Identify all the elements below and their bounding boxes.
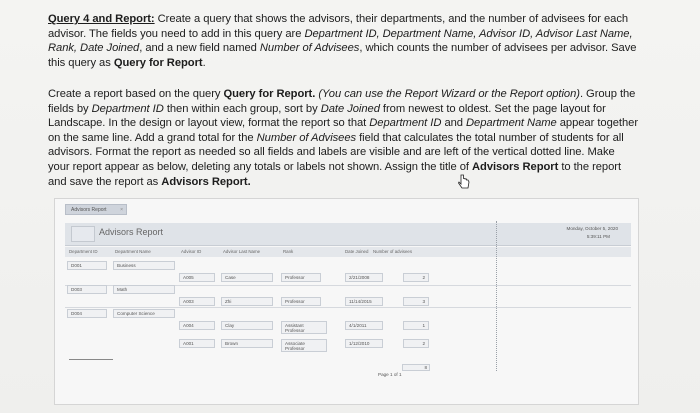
col-header-advisees: Number of advisees <box>373 249 413 254</box>
advisee-count: 3 <box>403 297 429 306</box>
group-dept-name: Computer Science <box>113 309 175 318</box>
advisor-rank: Professor <box>281 273 321 282</box>
instruction-paragraph-1 <box>48 12 638 70</box>
query-ref: Query for Report. <box>223 88 316 100</box>
report-tab-label: Advisors Report <box>71 207 107 213</box>
report-preview-title: Advisors Report <box>99 227 164 237</box>
text-run: then within each group, sort by <box>163 102 321 115</box>
date-joined: 1/12/2010 <box>345 339 383 348</box>
vertical-dotted-line <box>496 221 497 371</box>
advisor-id: A005 <box>179 273 215 282</box>
advisor-id: A001 <box>179 339 215 348</box>
report-logo-icon <box>71 226 95 242</box>
report-name: Advisors Report. <box>161 175 251 188</box>
group-dept-id: D003 <box>67 285 107 294</box>
col-header-advisor-id: Advisor ID <box>181 249 202 254</box>
advisor-last-name: Clay <box>221 321 273 330</box>
field-list: Department ID, Department Name, Advisor ID, Advisor Last Name, Rank, Date Joined <box>48 27 633 55</box>
advisee-count: 1 <box>403 321 429 330</box>
text-run: and <box>441 117 467 130</box>
report-time: 5:39:11 PM <box>586 234 610 239</box>
total-field: Number of Advisees <box>256 131 357 144</box>
mouse-cursor-icon <box>458 174 470 190</box>
date-joined: 11/14/2015 <box>345 297 383 306</box>
advisee-count: 2 <box>403 273 429 282</box>
dept-name-field: Department Name <box>466 117 557 130</box>
text-run: to the report and save the report as <box>48 160 622 188</box>
advisor-last-name: Zhi <box>221 297 273 306</box>
close-icon: × <box>120 207 123 213</box>
sort-field: Date Joined <box>320 102 380 115</box>
group-field: Department ID <box>91 102 164 115</box>
query-name: Query for Report <box>113 56 203 69</box>
page-number: Page 1 of 1 <box>378 372 402 377</box>
group-divider <box>65 307 631 308</box>
text-run: , which counts the number of advisees per advisor. Save this query as <box>48 42 637 69</box>
col-header-last-name: Advisor Last Name <box>223 249 261 254</box>
hint-text: (You can use the Report Wizard or the Report option) <box>315 88 580 100</box>
group-dept-name: Math <box>113 285 175 294</box>
text-run: field that calculates the total number of students for all advisors. Format the report as needed so all fields and labels are visible and are left of the vertical dotted line. Make your report appear as below, deleting any totals or labels not shown. Assign the title of <box>48 131 624 173</box>
dept-id-field: Department ID <box>369 117 442 130</box>
text-run: Create a query that shows the advisors, their departments, and the number of advisees for each advisor. The fields you need to add in this query are <box>48 13 629 40</box>
col-header-rank: Rank <box>283 249 294 254</box>
report-date: Monday, October 5, 2020 <box>566 226 618 231</box>
group-dept-id: D004 <box>67 309 107 318</box>
date-joined: 2/21/2008 <box>345 273 383 282</box>
report-tab <box>65 204 127 215</box>
text-run: , and a new field named <box>139 42 260 55</box>
report-footer-line <box>69 359 113 360</box>
query-label: Query 4 and Report: <box>48 13 155 25</box>
instruction-paragraph-2 <box>48 87 638 189</box>
advisor-last-name: Brown <box>221 339 273 348</box>
text-run: . Group the fields by <box>48 88 636 115</box>
text-run: . <box>202 56 206 69</box>
report-title: Advisors Report <box>472 160 559 173</box>
report-preview-image <box>54 198 639 405</box>
advisor-id: A003 <box>179 297 215 306</box>
advisor-id: A004 <box>179 321 215 330</box>
text-run: Create a report based on the query <box>48 88 224 100</box>
date-joined: 4/1/2011 <box>345 321 383 330</box>
group-dept-name: Business <box>113 261 175 270</box>
col-header-date-joined: Date Joined <box>345 249 369 254</box>
new-field-name: Number of Advisees <box>259 42 360 55</box>
advisor-rank: Associate Professor <box>281 339 327 352</box>
group-dept-id: D001 <box>67 261 107 270</box>
advisor-rank: Professor <box>281 297 321 306</box>
col-header-dept-name: Department Name <box>115 249 151 254</box>
advisor-rank: Assistant Professor <box>281 321 327 334</box>
text-run: appear together on the same line. Add a grand total for the <box>48 117 638 144</box>
col-header-dept-id: Department ID <box>69 249 98 254</box>
advisee-count: 2 <box>403 339 429 348</box>
text-run: from newest to oldest. Set the page layout for Landscape. In the design or layout view, format the report so that <box>48 102 606 130</box>
grand-total: 8 <box>402 364 430 371</box>
advisor-last-name: Case <box>221 273 273 282</box>
